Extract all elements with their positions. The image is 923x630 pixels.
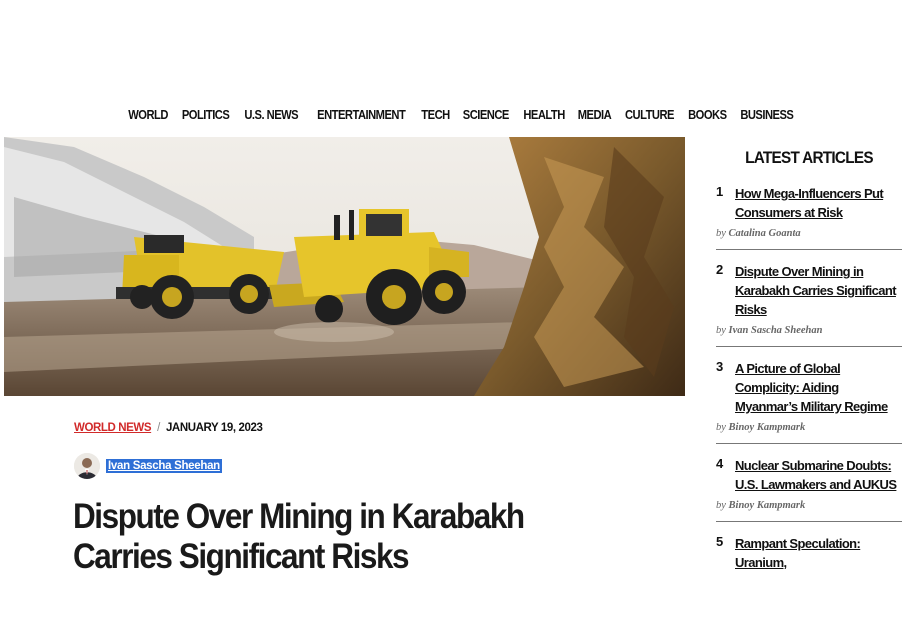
nav-culture[interactable]: CULTURE [624,106,674,122]
nav-world[interactable]: WORLD [128,106,168,122]
article-link[interactable]: Dispute Over Mining in Karabakh Carries Significant Risks [735,264,896,317]
article-number: 5 [716,534,724,549]
article-meta [74,422,262,434]
author-avatar[interactable] [74,453,100,479]
latest-articles-sidebar [716,148,902,590]
latest-article-item [716,184,902,250]
nav-media[interactable]: MEDIA [577,106,612,122]
article-link[interactable]: Rampant Speculation: Uranium, [735,536,861,570]
publish-date: JANUARY 19, 2023 [165,422,263,434]
article-number: 4 [716,456,724,471]
article-byline [716,325,902,336]
nav-science[interactable]: SCIENCE [462,106,509,122]
nav-us-news[interactable]: U.S. NEWS [244,106,299,122]
by-prefix: by [716,228,726,239]
article-byline [716,228,902,239]
nav-books[interactable]: BOOKS [687,106,727,122]
article-number: 1 [716,184,724,199]
category-link[interactable]: WORLD NEWS [74,422,152,434]
nav-tech[interactable]: TECH [421,106,450,122]
by-prefix: by [716,500,726,511]
article-author[interactable]: Binoy Kampmark [728,500,806,511]
meta-separator: / [157,422,160,434]
author-name-link[interactable]: Ivan Sascha Sheehan [108,460,220,472]
mining-trucks-illustration [4,137,685,396]
nav-entertainment[interactable]: ENTERTAINMENT [316,106,405,122]
article-author[interactable]: Binoy Kampmark [728,422,806,433]
article-author[interactable]: Catalina Goanta [728,228,801,239]
nav-politics[interactable]: POLITICS [181,106,230,122]
nav-business[interactable]: BUSINESS [740,106,794,122]
latest-article-item [716,262,902,347]
article-number: 3 [716,359,724,374]
article-link[interactable]: A Picture of Global Complicity: Aiding Myanmar’s Military Regime [735,361,888,414]
latest-article-item [716,534,902,582]
latest-article-item [716,359,902,444]
article-link[interactable]: How Mega-Influencers Put Consumers at Risk [735,186,884,220]
author-byline [74,453,222,479]
article-number: 2 [716,262,724,277]
nav-health[interactable]: HEALTH [523,106,565,122]
main-nav [0,104,923,124]
article-author[interactable]: Ivan Sascha Sheehan [728,325,823,336]
article-byline [716,422,902,433]
sidebar-title: LATEST ARTICLES [745,148,873,167]
hero-image [4,137,685,396]
latest-article-item [716,456,902,522]
person-icon [74,453,100,479]
article-headline: Dispute Over Mining in Karabakh Carries Significant Risks [73,497,524,576]
article-link[interactable]: Nuclear Submarine Doubts: U.S. Lawmakers and AUKUS [735,458,897,492]
by-prefix: by [716,422,726,433]
article-byline [716,500,902,511]
by-prefix: by [716,325,726,336]
